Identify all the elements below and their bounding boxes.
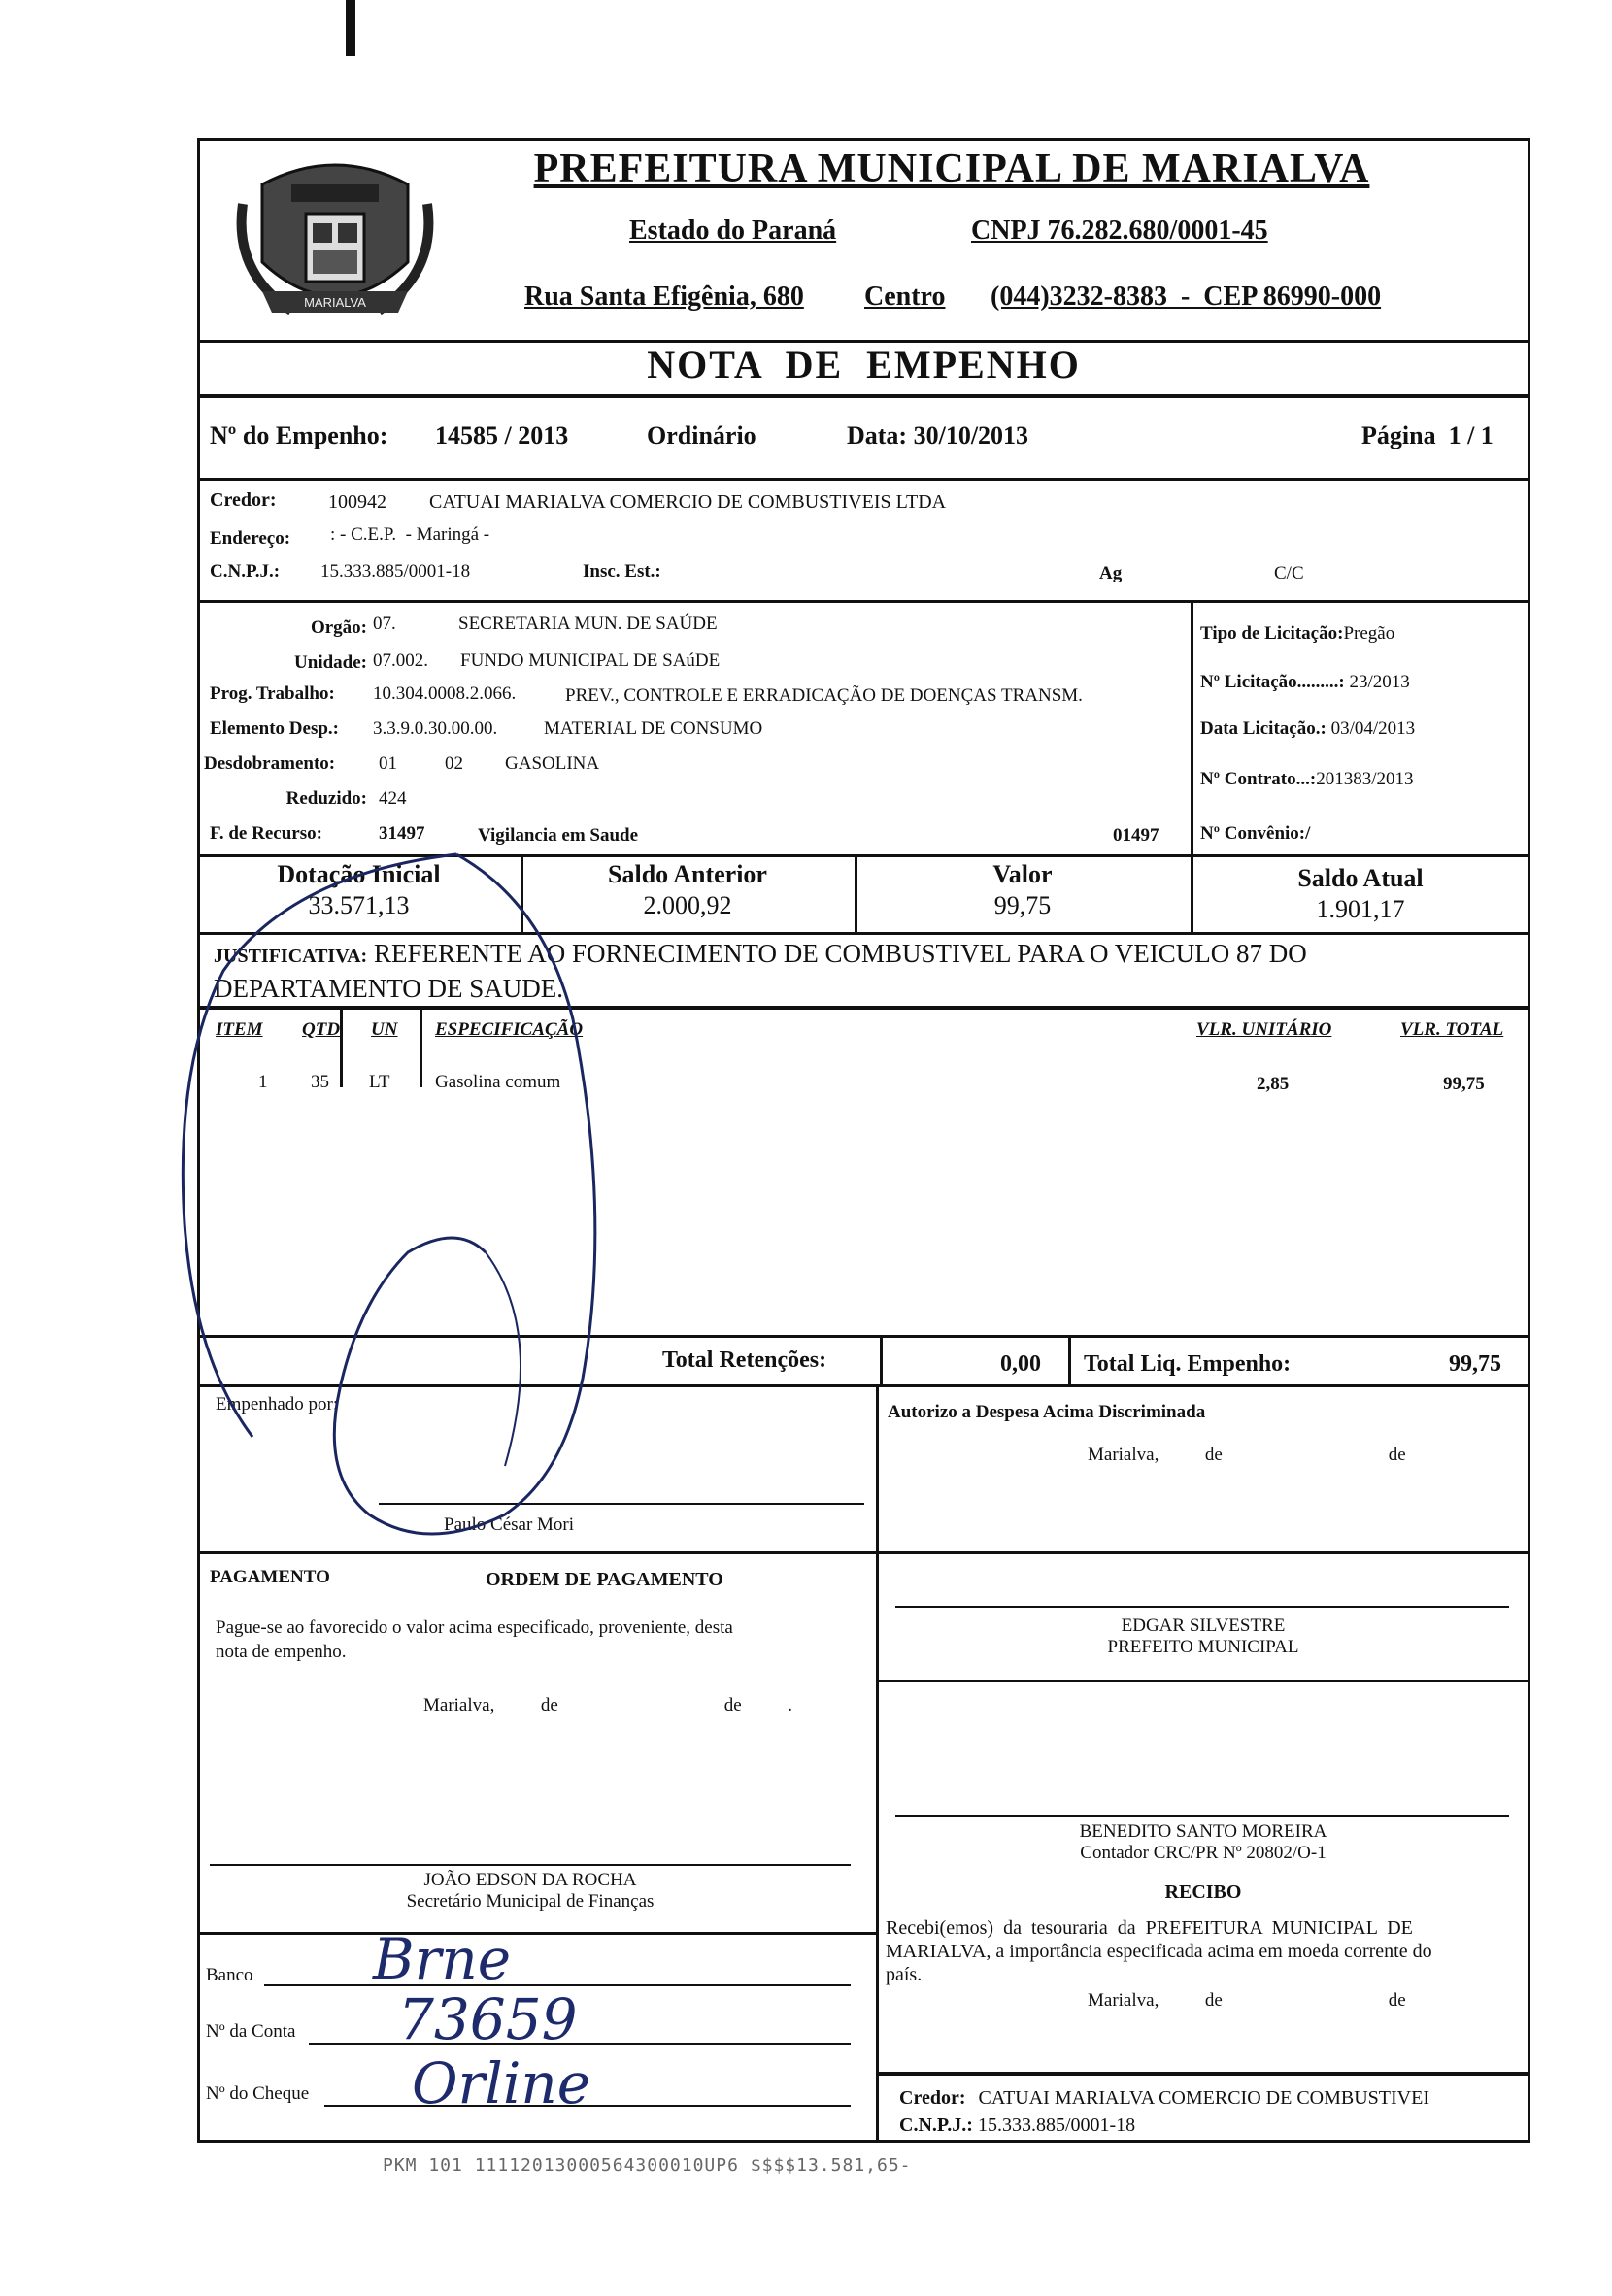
recibo-credor [899, 2087, 1429, 2110]
numero-contrato-value: 201383/2013 [1316, 769, 1414, 789]
unidade-code: 07.002. [373, 650, 428, 671]
cheque-label: Nº do Cheque [206, 2083, 310, 2104]
divider [197, 854, 1530, 857]
elemento-desp-code: 3.3.9.0.30.00.00. [373, 718, 498, 739]
recibo-cnpj-label: C.N.P.J.: [899, 2114, 973, 2136]
orgao-code: 07. [373, 614, 396, 634]
signature-line [895, 1815, 1509, 1817]
insc-est-label: Insc. Est.: [583, 561, 661, 582]
ordem-pagamento-label: ORDEM DE PAGAMENTO [486, 1569, 723, 1590]
divider [197, 1335, 1530, 1338]
prog-trabalho-label: Prog. Trabalho: [210, 683, 335, 704]
divider [197, 600, 1530, 603]
divider [197, 1551, 1530, 1554]
elemento-desp-label: Elemento Desp.: [210, 718, 339, 739]
recibo-cnpj-value: 15.333.885/0001-18 [977, 2114, 1136, 2136]
unidade-name: FUNDO MUNICIPAL DE SAúDE [460, 650, 721, 671]
fonte-recurso-label: F. de Recurso: [210, 823, 322, 844]
unit-value-col-header: VLR. UNITÁRIO [1196, 1019, 1332, 1040]
credor-name: CATUAI MARIALVA COMERCIO DE COMBUSTIVEIS LTDA [429, 491, 947, 513]
recibo-text-line3: país. [886, 1964, 923, 1985]
data-licitacao-label: Data Licitação.: [1200, 718, 1327, 739]
divider [876, 1680, 1530, 1682]
divider [197, 394, 1530, 398]
contador-title: Contador CRC/PR Nº 20802/O-1 [1080, 1843, 1327, 1863]
total-liquido-label: Total Liq. Empenho: [1084, 1351, 1292, 1377]
fonte-recurso-right: 01497 [1113, 825, 1159, 846]
empenho-number: 14585 / 2013 [435, 421, 569, 449]
recibo-credor-label: Credor: [899, 2087, 966, 2109]
divider [876, 1384, 879, 2143]
contador-name: BENEDITO SANTO MOREIRA [1079, 1821, 1327, 1842]
recibo-text-line1: Recebi(emos) da tesouraria da PREFEITURA MUNICIPAL DE [886, 1917, 1413, 1939]
pagamento-label: PAGAMENTO [210, 1567, 330, 1587]
numero-licitacao-label: Nº Licitação.........: [1200, 672, 1345, 692]
table-row-item: 1 [258, 1072, 268, 1092]
pagamento-place-date: Marialva, de de . [423, 1695, 792, 1715]
credor-label: Credor: [210, 489, 277, 511]
empenho-number-label: Nº do Empenho: [210, 421, 388, 449]
table-row-unit-value: 2,85 [1257, 1074, 1290, 1094]
qtd-col-header: QTD [302, 1019, 341, 1040]
recibo-credor-name: CATUAI MARIALVA COMERCIO DE COMBUSTIVEI [978, 2087, 1429, 2109]
saldo-atual-value: 1.901,17 [1316, 895, 1405, 923]
justificativa-label: JUSTIFICATIVA: [214, 946, 368, 967]
table-row-spec: Gasolina comum [435, 1072, 561, 1092]
desdobramento-label: Desdobramento: [204, 753, 336, 774]
fonte-recurso-code: 31497 [379, 823, 425, 844]
conta-field[interactable] [309, 2043, 851, 2045]
empenho-date: Data: 30/10/2013 [847, 421, 1029, 449]
empenhado-por-name: Paulo César Mori [444, 1514, 575, 1535]
item-col-header: ITEM [216, 1019, 263, 1040]
micr-line: PKM 101 11112013000564300010UP6 $$$$13.581,65- [383, 2155, 912, 2176]
numero-contrato [1200, 769, 1413, 790]
justificativa-line1: REFERENTE AO FORNECIMENTO DE COMBUSTIVEL PARA O VEICULO 87 DO [373, 939, 1307, 968]
saldo-atual-label: Saldo Atual [1297, 864, 1424, 892]
desdobramento-name: GASOLINA [505, 753, 600, 774]
saldo-anterior-value: 2.000,92 [643, 891, 732, 919]
cnpj-label: C.N.P.J.: [210, 561, 281, 582]
divider [420, 1006, 422, 1087]
page-title: PREFEITURA MUNICIPAL DE MARIALVA [533, 147, 1370, 191]
tipo-licitacao [1200, 623, 1394, 645]
divider [1191, 600, 1193, 854]
total-liquido-value: 99,75 [1449, 1351, 1501, 1377]
header-cnpj: CNPJ 76.282.680/0001-45 [971, 216, 1268, 246]
numero-contrato-label: Nº Contrato...: [1200, 769, 1317, 789]
reduzido-label: Reduzido: [285, 788, 367, 809]
total-value-col-header: VLR. TOTAL [1400, 1019, 1504, 1040]
divider [1068, 1335, 1071, 1385]
signature-line [379, 1503, 864, 1505]
scan-mark [346, 0, 355, 56]
tipo-licitacao-label: Tipo de Licitação: [1200, 623, 1344, 644]
municipal-crest-icon [233, 146, 437, 340]
pagamento-text-line2: nota de empenho. [216, 1642, 347, 1662]
header-address: Rua Santa Efigênia, 680 [524, 282, 804, 312]
recibo-title: RECIBO [1164, 1881, 1242, 1903]
header-district: Centro [864, 282, 946, 312]
agencia-label: Ag [1099, 563, 1123, 583]
banco-label: Banco [206, 1965, 253, 1985]
orgao-label: Orgão: [310, 617, 367, 638]
fonte-recurso-name: Vigilancia em Saude [478, 825, 639, 846]
table-row-total-value: 99,75 [1443, 1074, 1485, 1094]
prog-trabalho-name: PREV., CONTROLE E ERRADICAÇÃO DE DOENÇAS TRANSM. [565, 685, 1083, 706]
divider [340, 1006, 343, 1087]
prog-trabalho-code: 10.304.0008.2.066. [373, 683, 517, 704]
pagamento-text [216, 1615, 733, 1664]
divider [197, 1932, 876, 1935]
table-row-un: LT [369, 1072, 390, 1092]
secretario-title: Secretário Municipal de Finanças [406, 1891, 655, 1912]
saldo-anterior-label: Saldo Anterior [608, 860, 767, 888]
autorizo-label: Autorizo a Despesa Acima Discriminada [888, 1402, 1206, 1422]
numero-convenio-label: Nº Convênio:/ [1200, 823, 1311, 844]
pagamento-text-line1: Pague-se ao favorecido o valor acima especificado, proveniente, desta [216, 1617, 733, 1638]
data-licitacao-value: 03/04/2013 [1330, 718, 1416, 739]
svg-text:MARIALVA: MARIALVA [304, 295, 366, 310]
conta-label: Nº da Conta [206, 2021, 296, 2042]
total-retencoes-value: 0,00 [1000, 1351, 1041, 1377]
divider [880, 1335, 883, 1385]
credor-code: 100942 [328, 491, 386, 513]
empenhado-por-label: Empenhado por: [216, 1394, 339, 1414]
desdobramento-b: 02 [445, 753, 463, 774]
conta-corrente-label: C/C [1274, 563, 1304, 583]
endereco-label: Endereço: [210, 528, 291, 549]
dotacao-value: 33.571,13 [308, 891, 410, 919]
recibo-text [886, 1916, 1515, 1986]
desdobramento-a: 01 [379, 753, 397, 774]
conta-handwriting: 73659 [398, 1986, 578, 2052]
prefeito-title: PREFEITO MUNICIPAL [1107, 1637, 1299, 1657]
divider [197, 1384, 1530, 1387]
divider [876, 2072, 1530, 2076]
orgao-name: SECRETARIA MUN. DE SAÚDE [458, 614, 718, 634]
total-retencoes-label: Total Retenções: [662, 1348, 827, 1373]
justificativa [214, 938, 1525, 1005]
recibo-place-date: Marialva, de de [1088, 1990, 1406, 2011]
recibo-text-line2: MARIALVA, a importância especificada acima em moeda corrente do [886, 1941, 1432, 1962]
table-row-qtd: 35 [311, 1072, 329, 1092]
elemento-desp-name: MATERIAL DE CONSUMO [544, 718, 763, 739]
un-col-header: UN [371, 1019, 398, 1040]
tipo-licitacao-value: Pregão [1343, 623, 1395, 644]
divider [197, 478, 1530, 481]
page-number: Página 1 / 1 [1361, 421, 1494, 449]
state-label: Estado do Paraná [629, 216, 837, 246]
autorizo-place-date: Marialva, de de [1088, 1445, 1406, 1465]
numero-licitacao-value: 23/2013 [1349, 672, 1410, 692]
document-type: NOTA DE EMPENHO [647, 343, 1081, 386]
banco-handwriting: Brne [373, 1926, 512, 1992]
reduzido-value: 424 [379, 788, 407, 809]
unidade-label: Unidade: [294, 652, 367, 673]
secretario-name: JOÃO EDSON DA ROCHA [423, 1870, 637, 1890]
empenho-kind: Ordinário [647, 421, 756, 449]
data-licitacao [1200, 718, 1415, 740]
divider [197, 932, 1530, 935]
prefeito-name: EDGAR SILVESTRE [1121, 1615, 1286, 1636]
divider [197, 1006, 1530, 1010]
justificativa-line2: DEPARTAMENTO DE SAUDE. [214, 974, 563, 1003]
signature-line [895, 1606, 1509, 1608]
recibo-cnpj [899, 2114, 1135, 2137]
valor-label: Valor [992, 860, 1053, 888]
cheque-handwriting: Orline [412, 2050, 591, 2116]
signature-line [210, 1864, 851, 1866]
dotacao-label: Dotação Inicial [277, 860, 441, 888]
spec-col-header: ESPECIFICAÇÃO [435, 1019, 584, 1040]
credor-cnpj: 15.333.885/0001-18 [320, 561, 471, 582]
header-phone-cep: (044)3232-8383 - CEP 86990-000 [991, 282, 1382, 312]
valor-value: 99,75 [993, 891, 1052, 919]
numero-licitacao [1200, 672, 1410, 693]
endereco-value: : - C.E.P. - Maringá - [330, 524, 490, 545]
